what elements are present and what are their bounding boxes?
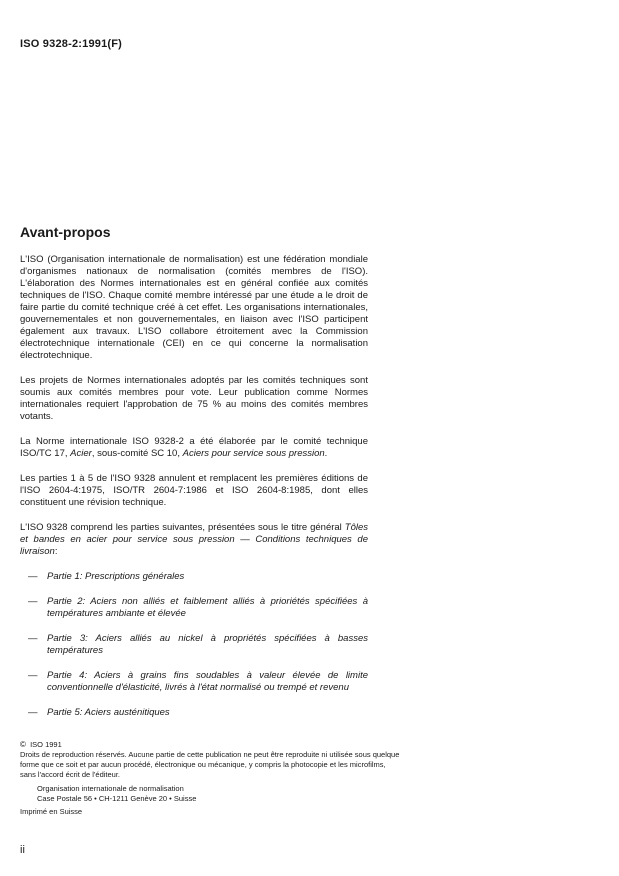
foreword-body xyxy=(20,254,368,732)
committee-text: La Norme internationale ISO 9328-2 a été élaborée par le comité technique ISO/TC 17, xyxy=(20,436,368,459)
list-item xyxy=(20,596,368,620)
page-number: ii xyxy=(20,844,25,856)
parts-intro-text: L'ISO 9328 comprend les parties suivantes, présentées sous le titre général xyxy=(20,522,345,533)
part-text: Partie 4: Aciers à grains fins soudables à valeur élevée de limite conventionnelle d'élasticité, livrés à l'état normalisé ou trempé et revenu xyxy=(47,670,368,693)
copyright-line xyxy=(20,740,400,750)
paragraph-revision: Les parties 1 à 5 de l'ISO 9328 annulent et remplacent les premières éditions de l'ISO 2604-4:1975, ISO/TR 2604-7:1986 et ISO 2604-8:1985, dont elles constituent une révision technique. xyxy=(20,473,368,508)
dash-icon: — xyxy=(28,571,38,582)
dash-icon: — xyxy=(28,596,38,607)
list-item xyxy=(20,633,368,657)
dash-icon: — xyxy=(28,670,38,681)
part-text: Partie 2: Aciers non alliés et faiblement alliés à prioriétés spécifiées à températures ambiante et élevée xyxy=(47,596,368,619)
paragraph-voting: Les projets de Normes internationales adoptés par les comités techniques sont soumis aux comités membres pour vote. Leur publication comme Normes internationales requiert l'approbation de 75 % au moins des comités membres votants. xyxy=(20,375,368,422)
subcommittee-name: Aciers pour service sous pression xyxy=(182,448,325,459)
paragraph-parts-intro xyxy=(20,522,368,558)
part-text: Partie 5: Aciers austénitiques xyxy=(47,707,170,718)
part-text: Partie 3: Aciers alliés au nickel à propriétés spécifiées à basses températures xyxy=(47,633,368,656)
copyright-icon: © xyxy=(20,740,26,749)
list-item xyxy=(20,571,368,583)
dash-icon: — xyxy=(28,707,38,718)
list-item xyxy=(20,707,368,719)
part-text: Partie 1: Prescriptions générales xyxy=(47,571,185,582)
paragraph-iso-intro: L'ISO (Organisation internationale de normalisation) est une fédération mondiale d'organismes nationaux de normalisation (comités membres de l'ISO). L'élaboration des Normes internationales est en général confiée aux comités techniques de l'ISO. Chaque comité membre intéressé par une étude a le droit de faire partie du comité technique créé à cet effet. Les organisations internationales, gouvernementales et non gouvernementales, en liaison avec l'ISO participent également aux travaux. L'ISO collabore étroitement avec la Commission électrotechnique internationale (CEI) en ce qui concerne la normalisation électrotechnique. xyxy=(20,254,368,361)
copyright-text: Droits de reproduction réservés. Aucune partie de cette publication ne peut être reproduite ni utilisée sous quelque forme que ce soit et par aucun procédé, électronique ou mécanique, y compris la photocopie et les microfilms, sans l'accord écrit de l'éditeur. xyxy=(20,750,400,779)
publisher-org: Organisation internationale de normalisation xyxy=(37,784,184,793)
list-item xyxy=(20,670,368,694)
committee-name: Acier xyxy=(70,448,92,459)
printed-in: Imprimé en Suisse xyxy=(20,807,83,816)
copyright-year: ISO 1991 xyxy=(30,740,62,749)
publisher-postal: Case Postale 56 • CH-1211 Genève 20 • Suisse xyxy=(37,794,197,803)
publisher-address xyxy=(37,784,196,804)
committee-text-2: , sous-comité SC 10, xyxy=(91,448,183,459)
document-id-header: ISO 9328-2:1991(F) xyxy=(20,38,123,50)
copyright-notice xyxy=(20,740,400,780)
dash-icon: — xyxy=(28,633,38,644)
parts-intro-colon: : xyxy=(54,546,58,557)
page-title: Avant-propos xyxy=(20,224,111,240)
paragraph-committee xyxy=(20,436,368,460)
parts-list xyxy=(20,571,368,719)
committee-text-3: . xyxy=(324,448,328,459)
general-title: Tôles et bandes en acier pour service sous pression — Conditions techniques de livraison xyxy=(20,522,368,557)
